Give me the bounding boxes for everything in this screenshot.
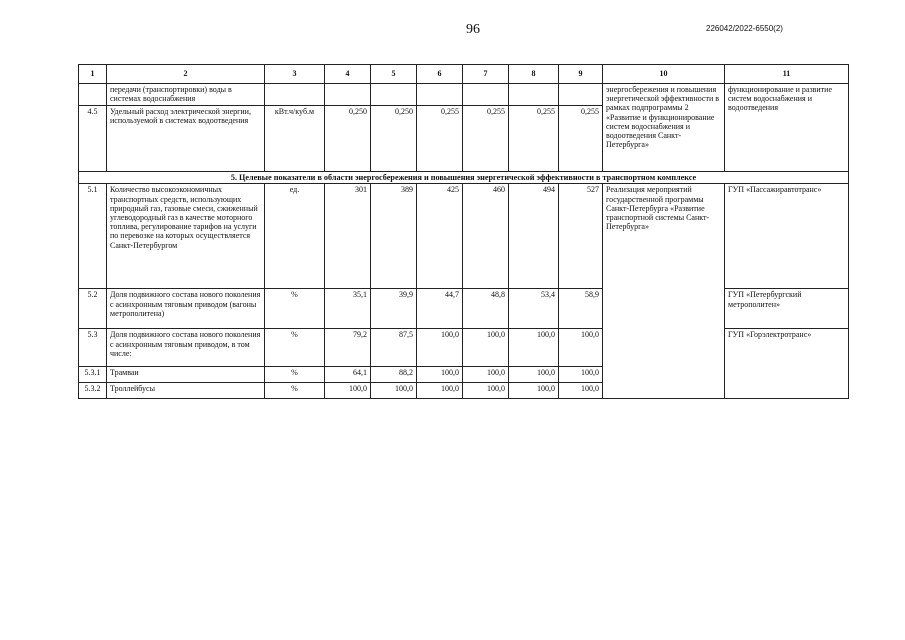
document-id: 226042/2022-6550(2) [706,24,783,33]
cell-value: 0,255 [509,106,559,172]
col-header-4: 4 [325,65,371,84]
cell-value: 0,250 [325,106,371,172]
table-row [79,329,849,367]
cell-indicator-name: передачи (транспортировки) воды в системах водоснабжения [107,84,265,106]
page-number: 96 [466,22,480,37]
col-header-8: 8 [509,65,559,84]
cell-value: 100,0 [417,367,463,383]
cell-value: 527 [559,184,603,289]
cell-responsible: ГУП «Горэлектротранс» [725,329,849,399]
col-header-11: 11 [725,65,849,84]
cell-value: 39,9 [371,289,417,329]
cell-value: 100,0 [509,367,559,383]
cell-value: 53,4 [509,289,559,329]
cell-value: 100,0 [371,383,417,399]
cell-value: 64,1 [325,367,371,383]
cell-measures: энергосбережения и повышения энергетической эффективности в рамках подпрограммы 2 «Развитие и функционирование систем водоснабжения и водоотведения Санкт-Петербурга» [603,84,725,172]
cell-measures: Реализация мероприятий государственной программы Санкт-Петербурга «Развитие транспортной системы Санкт-Петербурга» [603,184,725,399]
cell-indicator-name: Количество высокоэкономичных транспортных средств, использующих природный газ, газовые смеси, сжиженный углеводородный газ в качестве моторного топлива, регулирование тарифов на услуги по перевозке на которых осуществляется Санкт-Петербургом [107,184,265,289]
cell-unit: % [265,383,325,399]
cell-value: 100,0 [325,383,371,399]
col-header-9: 9 [559,65,603,84]
cell-value: 58,9 [559,289,603,329]
cell-value: 425 [417,184,463,289]
col-header-6: 6 [417,65,463,84]
cell-indicator-name: Доля подвижного состава нового поколения с асинхронным тяговым приводом (вагоны метрополитена) [107,289,265,329]
cell-indicator-name: Трамваи [107,367,265,383]
indicators-table [78,64,849,399]
cell-value: 44,7 [417,289,463,329]
cell-value: 100,0 [509,383,559,399]
cell-value: 301 [325,184,371,289]
col-header-7: 7 [463,65,509,84]
cell-row-number: 5.3 [79,329,107,367]
table-row [79,84,849,106]
col-header-5: 5 [371,65,417,84]
cell-row-number: 5.3.2 [79,383,107,399]
cell-responsible: ГУП «Петербургский метрополитен» [725,289,849,329]
cell-value: 100,0 [559,329,603,367]
cell-row-number: 5.3.1 [79,367,107,383]
cell-value: 100,0 [463,329,509,367]
cell-value: 0,255 [559,106,603,172]
cell-value: 100,0 [417,329,463,367]
cell-value: 48,8 [463,289,509,329]
cell-value: 460 [463,184,509,289]
cell-value: 100,0 [463,367,509,383]
cell-unit: кВт.ч/куб.м [265,106,325,172]
cell-row-number: 5.2 [79,289,107,329]
cell-responsible: ГУП «Пассажиравтотранс» [725,184,849,289]
cell-value: 494 [509,184,559,289]
cell-value: 0,255 [417,106,463,172]
table-row [79,184,849,289]
section-title: 5. Целевые показатели в области энергосбережения и повышения энергетической эффективности в транспортном комплексе [79,172,849,184]
table-row [79,289,849,329]
cell-indicator-name: Удельный расход электрической энергии, используемой в системах водоотведения [107,106,265,172]
header-row [79,65,849,84]
cell-indicator-name: Троллейбусы [107,383,265,399]
cell-row-number: 4.5 [79,106,107,172]
cell-responsible: функционирование и развитие систем водоснабжения и водоотведения [725,84,849,172]
cell-indicator-name: Доля подвижного состава нового поколения с асинхронным тяговым приводом, в том числе: [107,329,265,367]
cell-value: 100,0 [509,329,559,367]
cell-unit: % [265,289,325,329]
cell-unit: % [265,367,325,383]
cell-value: 88,2 [371,367,417,383]
section-row [79,172,849,184]
cell-unit: ед. [265,184,325,289]
col-header-10: 10 [603,65,725,84]
cell-value: 35,1 [325,289,371,329]
cell-value: 100,0 [559,383,603,399]
cell-value: 389 [371,184,417,289]
cell-value: 0,250 [371,106,417,172]
col-header-1: 1 [79,65,107,84]
col-header-2: 2 [107,65,265,84]
col-header-3: 3 [265,65,325,84]
cell-unit: % [265,329,325,367]
cell-value: 79,2 [325,329,371,367]
cell-value: 100,0 [417,383,463,399]
cell-value: 100,0 [463,383,509,399]
cell-row-number: 5.1 [79,184,107,289]
cell-value: 100,0 [559,367,603,383]
cell-value: 0,255 [463,106,509,172]
cell-value: 87,5 [371,329,417,367]
